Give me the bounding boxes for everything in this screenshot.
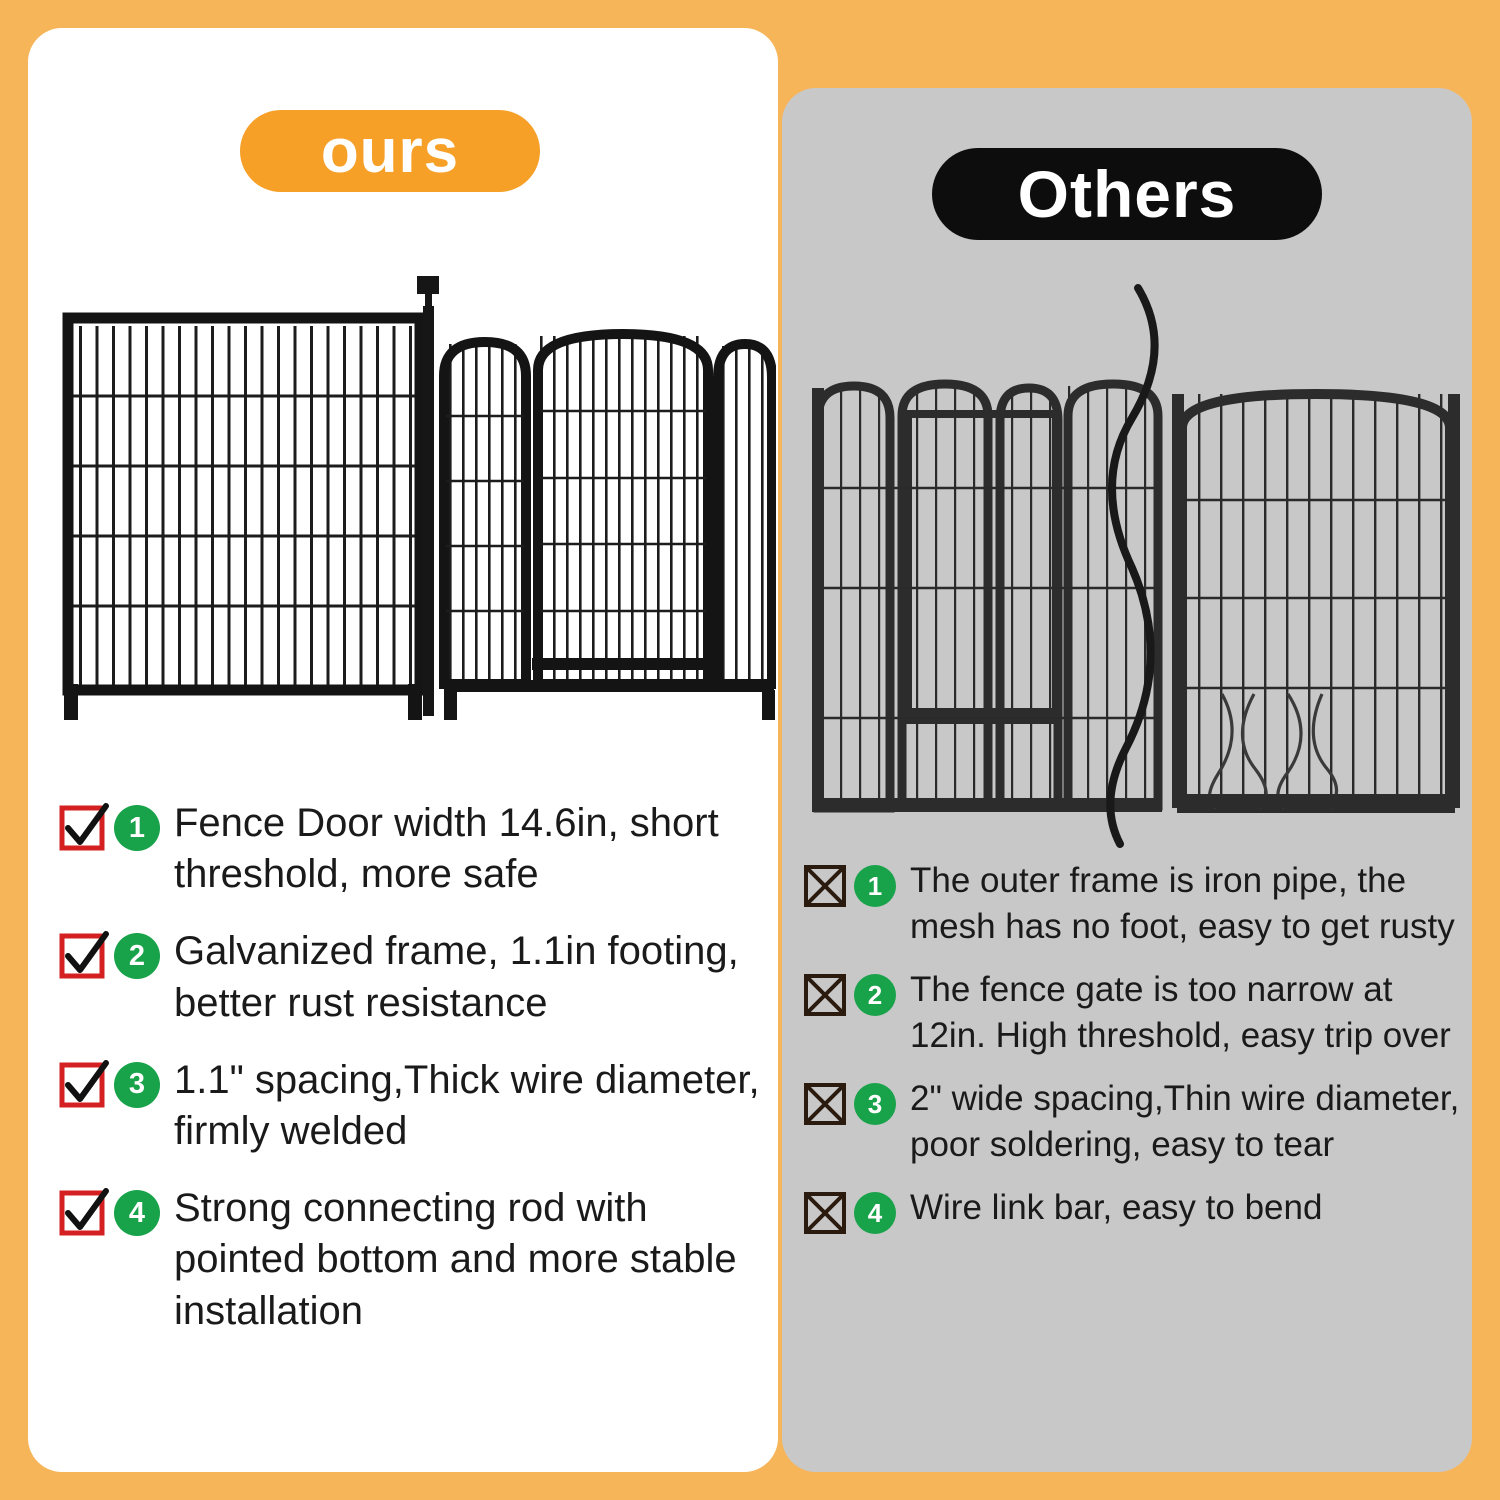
check-icon <box>58 930 110 982</box>
item-text: The outer frame is iron pipe, the mesh has no foot, easy to get rusty <box>910 861 1455 946</box>
item-number: 3 <box>854 1083 896 1125</box>
item-text: 1.1" spacing,Thick wire diameter, firmly welded <box>174 1057 760 1153</box>
others-badge <box>932 148 1322 240</box>
item-text: Strong connecting rod with pointed bottom and more stable installation <box>174 1186 737 1333</box>
check-icon <box>58 802 110 854</box>
others-panel <box>782 88 1472 1472</box>
ours-panel <box>28 28 778 1472</box>
list-item <box>58 1055 768 1157</box>
list-item <box>58 798 768 900</box>
item-number: 2 <box>114 933 160 979</box>
item-number: 3 <box>114 1062 160 1108</box>
ours-badge <box>240 110 540 192</box>
item-text: Fence Door width 14.6in, short threshold, more safe <box>174 801 719 897</box>
others-badge-label: Others <box>1017 157 1237 231</box>
others-fence-illustration <box>802 268 1462 878</box>
list-item <box>802 1076 1462 1167</box>
cross-icon <box>802 862 850 910</box>
item-number: 4 <box>114 1190 160 1236</box>
cross-icon <box>802 971 850 1019</box>
check-icon <box>58 1059 110 1111</box>
item-number: 1 <box>114 805 160 851</box>
others-drawback-list <box>802 858 1462 1255</box>
check-icon <box>58 1187 110 1239</box>
item-number: 1 <box>854 865 896 907</box>
list-item <box>802 1185 1462 1237</box>
list-item <box>802 967 1462 1058</box>
cross-icon <box>802 1189 850 1237</box>
list-item <box>802 858 1462 949</box>
item-text: Wire link bar, easy to bend <box>910 1188 1323 1227</box>
item-number: 2 <box>854 974 896 1016</box>
list-item <box>58 926 768 1028</box>
list-item <box>58 1183 768 1337</box>
ours-fence-illustration <box>46 266 776 766</box>
ours-badge-label: ours <box>320 116 460 186</box>
cross-icon <box>802 1080 850 1128</box>
item-text: The fence gate is too narrow at 12in. High threshold, easy trip over <box>910 970 1451 1055</box>
ours-feature-list <box>58 798 768 1363</box>
item-number: 4 <box>854 1192 896 1234</box>
item-text: Galvanized frame, 1.1in footing, better rust resistance <box>174 929 739 1025</box>
item-text: 2" wide spacing,Thin wire diameter, poor soldering, easy to tear <box>910 1079 1460 1164</box>
